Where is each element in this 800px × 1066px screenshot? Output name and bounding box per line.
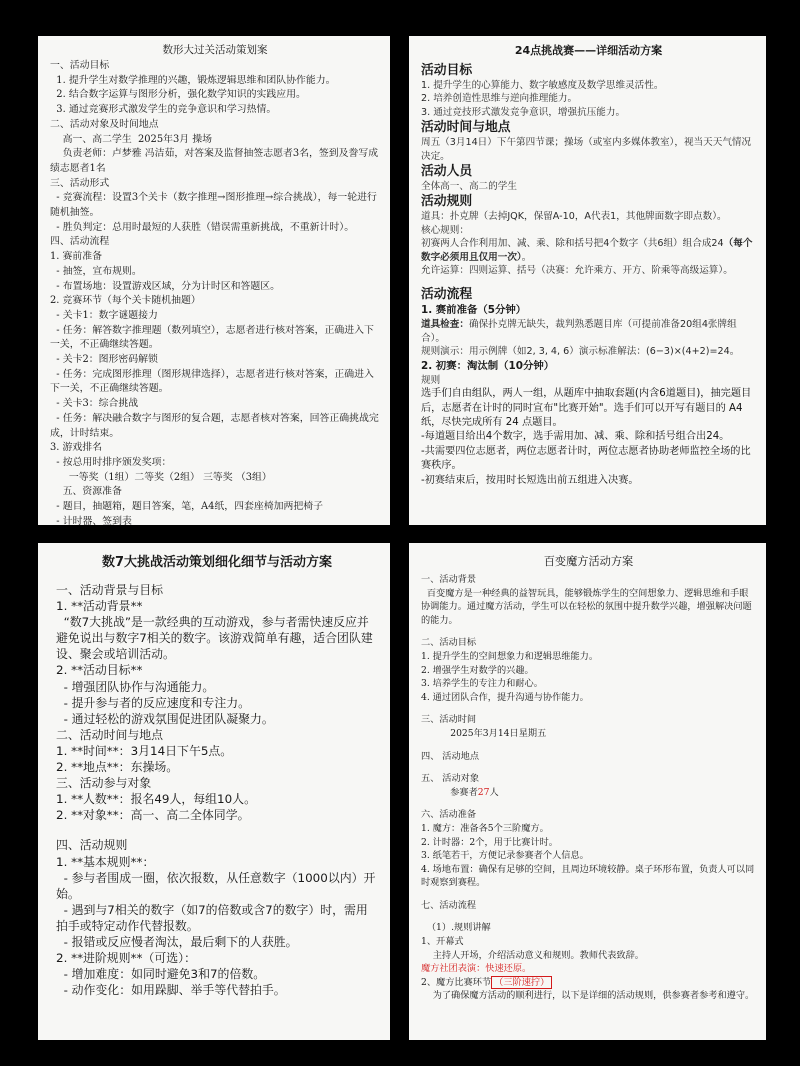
paragraph: 周五（3月14日）下午第四节课；操场（或室内多媒体教室），视当天天气情况决定。: [421, 137, 752, 162]
target-unit: 人: [489, 786, 499, 798]
text-line: - 任务：解决融合数字与图形的复合题，志愿者核对答案，回答正确挑战完成，计时结束。: [50, 412, 379, 439]
list-item: 1. 提升学生的空间想象力和逻辑思维能力。: [421, 650, 599, 662]
list-item: 2. 增强学生对数学的兴趣。: [421, 664, 534, 676]
page-title: 百变魔方活动方案: [543, 555, 634, 568]
text-line: 2. **对象**：高一、高二全体同学。: [56, 808, 250, 823]
paragraph: 2025年3月14日星期五: [421, 727, 547, 739]
paragraph: 百变魔方是一种经典的益智玩具，能够锻炼学生的空间想象力、逻辑思维和手眼协调能力。通过魔方活动，学生可以在轻松的氛围中提升数学兴趣，增强解决问题的能力。: [421, 587, 752, 626]
list-item: 2. 计时器：2个，用于比赛计时。: [421, 836, 558, 848]
list-item: 3. 纸笔若干，方便记录参赛者个人信息。: [421, 850, 589, 862]
page-body: [56, 582, 378, 823]
text-line: - 抽签，宣布规则。: [50, 265, 142, 277]
text-line: 二、活动时间与地点: [56, 727, 164, 742]
label: 道具检查：: [421, 319, 469, 331]
sub-heading: 1、开幕式: [421, 936, 464, 948]
text: 确保扑克牌无缺失，裁判熟悉题目库（可提前准备20组4张牌组合）。: [421, 319, 737, 344]
text-line: - 布置场地：设置游戏区域，分为计时区和答题区。: [50, 280, 281, 292]
section-heading: 三、活动时间: [421, 714, 477, 726]
section-heading: 六、活动准备: [421, 809, 477, 821]
text-line: “数7大挑战”是一款经典的互动游戏，参与者需快速反应并避免说出与数字7相关的数字。该游戏简单有趣，适合团队建设、聚会或培训活动。: [56, 615, 373, 662]
section-heading: 活动流程: [421, 287, 473, 303]
page-title: 数7大挑战活动策划细化细节与活动方案: [101, 555, 333, 570]
rule-text: 初赛两人合作利用加、减、乘、除和括号把4个数字（共6组）组合成24: [421, 238, 724, 250]
text-line: - 关卡3：综合挑战: [50, 398, 139, 410]
target-count: 27: [477, 786, 490, 798]
list-item: 3. 培养学生的专注力和耐心。: [421, 678, 543, 690]
paragraph: 规则演示：用示例牌（如2, 3, 4, 6）演示标准解法：(6−3)×(4+2)=24。: [421, 346, 740, 358]
text-line: 2. **进阶规则**（可选）：: [56, 951, 196, 966]
list-item: 4. 通过团队合作，提升沟通与协作能力。: [421, 691, 589, 703]
text-line: - 按总用时排序颁发奖项：: [50, 456, 172, 468]
section-heading: 活动目标: [421, 63, 473, 78]
step-label: 2、魔方比赛环节: [421, 976, 492, 988]
text-line: 三、活动形式: [50, 177, 110, 189]
text-line: 1. 赛前准备: [50, 251, 103, 263]
text-line: - 竞赛流程：设置3个关卡（数字推理→图形推理→综合挑战），每一轮进行随机抽签。: [50, 192, 377, 219]
page-title: 24点挑战赛——详细活动方案: [514, 44, 663, 57]
list-item: 1. 提升学生的心算能力、数字敏感度及数学思维灵活性。: [421, 80, 664, 91]
paragraph: [421, 237, 756, 264]
text-line: 1. **活动背景**: [56, 599, 143, 614]
paragraph: 全体高一、高二的学生: [421, 181, 517, 193]
section-heading: 七、活动流程: [421, 899, 477, 911]
paragraph: -共需要四位志愿者，两位志愿者计时，两位志愿者协助老师监控全场的比赛秩序。: [421, 445, 751, 472]
text-line: 2. **活动目标**: [56, 663, 143, 678]
document-page-math-graphics: [38, 36, 390, 525]
paragraph: 规则: [421, 374, 441, 386]
text-line: 2. 竞赛环节（每个关卡随机抽题）: [50, 295, 201, 307]
paragraph: 道具：扑克牌（去掉JQK，保留A-10，A代表1，其他牌面数字即点数）。: [421, 211, 727, 223]
text-line: - 遇到与7相关的数字（如7的倍数或含7的数字）时，需用拍手或特定动作代替报数。: [56, 902, 368, 933]
list-item: 4. 场地布置：确保有足够的空间，且周边环境较静。桌子环形布置，负责人可以同时观察到赛程。: [421, 863, 755, 889]
paragraph: -每道题目给出4个数字，选手需用加、减、乘、除和括号组合出24。: [421, 431, 730, 443]
paragraph: -初赛结束后，按用时长短选出前五组进入决赛。: [421, 474, 639, 486]
document-page-seven-challenge: [38, 543, 390, 1040]
text-line: 二、活动对象及时间地点: [50, 118, 159, 130]
text-line: 1. **人数**：报名49人，每组10人。: [56, 792, 256, 807]
rule-end: 。: [521, 251, 532, 263]
paragraph: 主持人开场，介绍活动意义和规则。教师代表致辞。: [421, 949, 644, 961]
text-line: 1. **时间**：3月14日下午5点。: [56, 743, 233, 758]
text-line: 3. 通过竞赛形式激发学生的竞争意识和学习热情。: [50, 104, 277, 116]
highlight-text: 魔方社团表演：快速还原。: [421, 963, 532, 975]
text-line: - 关卡1：数字谜题接力: [50, 309, 158, 321]
sub-heading: （1）.规则讲解: [421, 922, 491, 934]
paragraph: 为了确保魔方活动的顺利进行，以下是详细的活动规则，供参赛者参考和遵守。: [421, 990, 755, 1002]
text-line: 三、活动参与对象: [56, 776, 152, 791]
highlight-box: （三阶速拧）: [491, 976, 552, 989]
sub-heading: 2. 初赛：淘汰制（10分钟）: [421, 359, 555, 372]
text-line: - 计时器、签到表: [50, 515, 132, 525]
text-line: - 增加难度：如同时避免3和7的倍数。: [56, 967, 266, 982]
text-line: 五、资源准备: [50, 486, 122, 498]
paragraph: [421, 786, 756, 800]
text-line: - 通过轻松的游戏氛围促进团队凝聚力。: [56, 711, 274, 726]
text-line: 高一、高二学生 2025年3月 操场: [50, 133, 213, 145]
text-line: 一、活动目标: [50, 60, 110, 71]
page-title: 数形大过关活动策划案: [162, 44, 268, 56]
section-heading: 二、活动目标: [421, 637, 477, 649]
text-line: - 任务：完成图形推理（图形规律选择），志愿者进行核对答案，正确进入下一关，不正确继续答题。: [50, 368, 374, 395]
text-line: - 增强团队协作与沟通能力。: [56, 679, 215, 694]
paragraph: 允许运算：四则运算、括号（决赛：允许乘方、开方、阶乘等高级运算）。: [421, 265, 733, 277]
section-heading: 五、 活动对象: [421, 773, 480, 785]
text-line: - 题目，抽题箱，题目答案，笔，A4纸，四套座椅加两把椅子: [50, 501, 324, 513]
rule-emphasis: （每个数字必须用且仅用一次）: [421, 238, 753, 263]
list-item: 3. 通过竞技形式激发竞争意识，增强抗压能力。: [421, 106, 626, 118]
paragraph: [421, 318, 756, 345]
text-line: - 参与者围成一圈，依次报数，从任意数字（1000以内）开始。: [56, 870, 376, 901]
section-heading: 四、 活动地点: [421, 750, 480, 762]
text-line: - 提升参与者的反应速度和专注力。: [56, 695, 250, 710]
text-line: 四、活动流程: [50, 236, 110, 248]
paragraph: 核心规则：: [421, 224, 469, 236]
target-label: 参赛者: [421, 786, 478, 798]
page-body-rules: [56, 837, 378, 998]
page-body: [50, 59, 380, 525]
section-heading: 活动人员: [421, 164, 473, 180]
section-heading: 活动时间与地点: [421, 120, 511, 136]
text-line: 负责老师：卢梦雅 冯洁茹，对答案及监督抽签志愿者3名，签到及誊写成绩志愿者1名: [50, 148, 379, 174]
text-line: - 任务：解答数字推理题（数列填空），志愿者进行核对答案，正确进入下一关，不正确继续答题。: [50, 324, 374, 351]
text-line: 一、活动背景与目标: [56, 583, 164, 597]
text-line: 1. 提升学生对数学推理的兴趣，锻炼逻辑思维和团队协作能力。: [50, 74, 336, 86]
list-item: 2. 培养创造性思维与逆向推理能力。: [421, 93, 578, 105]
document-page-24-points: [409, 36, 766, 525]
text-line: 四、活动规则: [56, 838, 128, 853]
list-item: 1. 魔方：准备各5个三阶魔方。: [421, 822, 549, 834]
text-line: 2. 结合数字运算与图形分析，强化数学知识的实践应用。: [50, 89, 306, 101]
text-line: - 动作变化：如用跺脚、举手等代替拍手。: [56, 983, 286, 998]
section-heading: 活动规则: [421, 194, 473, 210]
text-line: - 胜负判定：总用时最短的人获胜（错误需重新挑战，不重新计时）。: [50, 221, 355, 233]
sub-heading: [421, 976, 756, 990]
text-line: 2. **地点**：东操场。: [56, 760, 179, 775]
text-line: - 关卡2：图形密码解锁: [50, 354, 158, 366]
paragraph: 选手们自由组队，两人一组，从题库中抽取套题(内含6道题目)，抽完题目后，志愿者在计时的同时宣布"比赛开始"。选手们可以开写有题目的 A4 纸，尽快完成所有 24 点题目。: [421, 388, 752, 428]
section-heading: 一、活动背景: [421, 574, 477, 585]
sub-heading: 1. 赛前准备（5分钟）: [421, 304, 527, 317]
text-line: 3. 游戏排名: [50, 442, 103, 454]
text-line: - 报错或反应慢者淘汰，最后剩下的人获胜。: [56, 934, 298, 949]
text-line: 1. **基本规则**：: [56, 854, 155, 869]
document-page-rubik-cube: [409, 543, 766, 1040]
text-line: 一等奖（1组）二等奖（2组） 三等奖 （3组）: [50, 471, 272, 483]
